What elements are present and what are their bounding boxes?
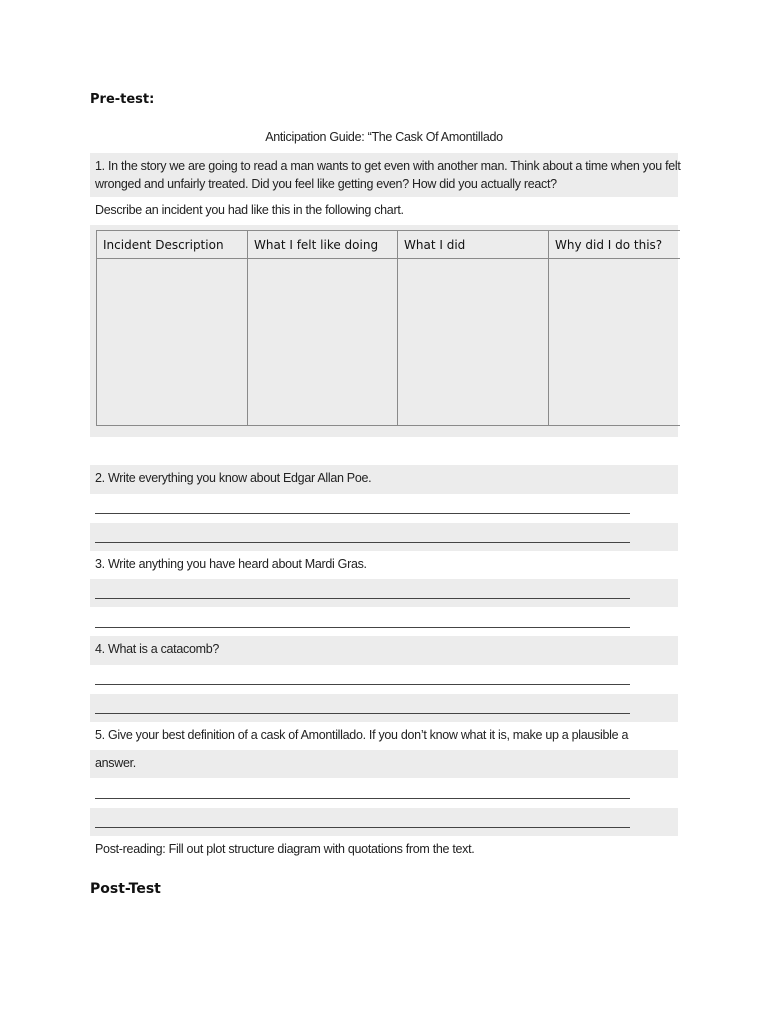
question-5-line-2: answer.: [95, 756, 136, 770]
answer-line[interactable]: [95, 627, 630, 628]
cell-why-did-i-do-this[interactable]: [549, 259, 681, 426]
answer-band: [90, 523, 678, 551]
post-reading-instructions: Post-reading: Fill out plot structure diagram with quotations from the text.: [95, 842, 475, 856]
answer-band: [90, 579, 678, 607]
answer-line[interactable]: [95, 513, 630, 514]
question-1-line-2: wronged and unfairly treated. Did you feel like getting even? How did you actually react?: [95, 177, 557, 191]
question-2-text: 2. Write everything you know about Edgar Allan Poe.: [95, 471, 372, 485]
column-felt-like-doing: What I felt like doing: [248, 231, 398, 259]
cell-felt-like-doing[interactable]: [248, 259, 398, 426]
answer-line[interactable]: [95, 598, 630, 599]
pretest-heading: Pre-test:: [90, 92, 155, 107]
answer-line[interactable]: [95, 713, 630, 714]
chart-instructions: Describe an incident you had like this in the following chart.: [95, 203, 404, 217]
answer-line[interactable]: [95, 798, 630, 799]
question-4-text: 4. What is a catacomb?: [95, 642, 220, 656]
question-5-band: [90, 750, 678, 778]
column-incident-description: Incident Description: [97, 231, 248, 259]
question-5-line-1: 5. Give your best definition of a cask of Amontillado. If you don’t know what it is, make up a plausible a: [95, 728, 629, 742]
guide-title: Anticipation Guide: “The Cask Of Amontillado: [265, 130, 503, 144]
incident-chart: [96, 230, 680, 426]
question-1-line-1: 1. In the story we are going to read a man wants to get even with another man. Think about a time when you felt: [95, 159, 681, 173]
answer-line[interactable]: [95, 684, 630, 685]
answer-line[interactable]: [95, 542, 630, 543]
question-3-text: 3. Write anything you have heard about Mardi Gras.: [95, 557, 367, 571]
cell-what-i-did[interactable]: [398, 259, 549, 426]
chart-header-row: [97, 231, 681, 259]
column-why-did-i-do-this: Why did I do this?: [549, 231, 681, 259]
answer-line[interactable]: [95, 827, 630, 828]
cell-incident-description[interactable]: [97, 259, 248, 426]
column-what-i-did: What I did: [398, 231, 549, 259]
chart-answer-row: [97, 259, 681, 426]
answer-band: [90, 694, 678, 722]
posttest-heading: Post-Test: [90, 881, 161, 897]
answer-band: [90, 808, 678, 836]
